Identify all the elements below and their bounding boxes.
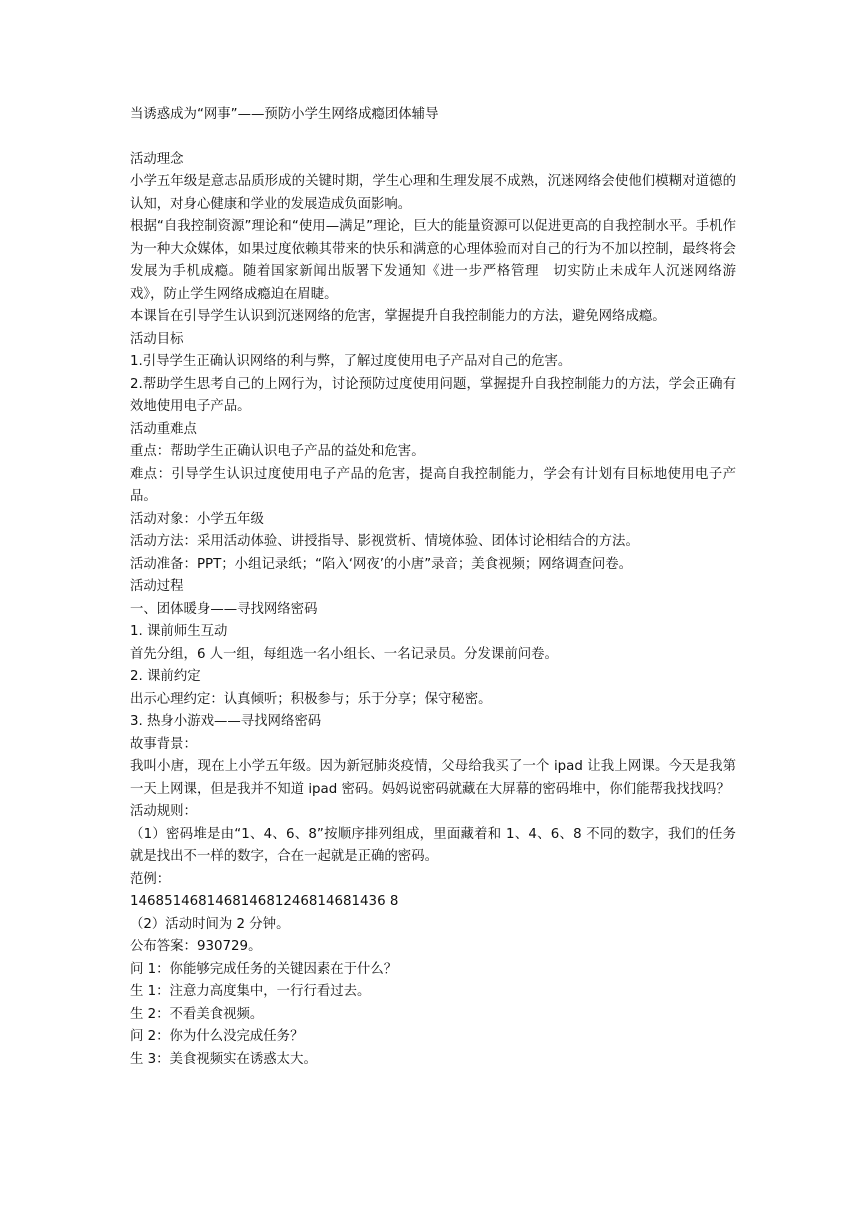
doc-title: 当诱惑成为“网事”——预防小学生网络成瘾团体辅导	[130, 107, 439, 122]
paragraph-step-2-text: 出示心理约定：认真倾听；积极参与；乐于分享；保守秘密。	[130, 691, 492, 707]
paragraph-story: 故事背景：	[130, 736, 197, 752]
paragraph-concept-1: 小学五年级是意志品质形成的关键时期，学生心理和生理发展不成熟，沉迷网络会使他们模糊对道德的认知，对身心健康和学业的发展造成负面影响。	[130, 174, 736, 212]
paragraph-rule-1: （1）密码堆是由“1、4、6、8”按顺序排列组成，里面藏着和 1、4、6、8 不同的数字，我们的任务就是找出不一样的数字，合在一起就是正确的密码。	[130, 826, 736, 864]
paragraph-concept-2: 根据“自我控制资源”理论和“使用—满足”理论，巨大的能量资源可以促进更高的自我控制水平。手机作为一种大众媒体，如果过度依赖其带来的快乐和满意的心理体验而对自己的行为不加以控制，最终将会发展为手机成瘾。随着国家新闻出版署下发通知《进一步严格管理 切实防止未成年人沉迷网络游戏》，防止学生网络成瘾迫在眉睫。	[130, 219, 736, 302]
paragraph-answer-3: 生 3：美食视频实在诱惑太大。	[130, 1051, 317, 1067]
paragraph-step-2: 2. 课前约定	[130, 669, 201, 684]
paragraph-target: 活动对象：小学五年级	[130, 511, 264, 527]
paragraph-example: 范例：	[130, 871, 171, 887]
paragraph-part-1: 一、团体暖身——寻找网络密码	[130, 601, 318, 617]
paragraph-answer: 公布答案：930729。	[130, 939, 262, 954]
heading-goal: 活动目标	[130, 331, 184, 347]
paragraph-method: 活动方法：采用活动体验、讲授指导、影视赏析、情境体验、团体讨论相结合的方法。	[130, 534, 639, 549]
paragraph-rules: 活动规则：	[130, 804, 197, 819]
paragraph-story-text: 我叫小唐，现在上小学五年级。因为新冠肺炎疫情，父母给我买了一个 ipad 让我上网课。今天是我第一天上网课，但是我并不知道 ipad 密码。妈妈说密码就藏在大屏幕的密码堆中，你们能帮我找找吗？	[130, 759, 736, 797]
blank-line	[130, 127, 736, 149]
paragraph-rule-2: （2）活动时间为 2 分钟。	[130, 916, 290, 932]
paragraph-key-2: 难点：引导学生认识过度使用电子产品的危害，提高自我控制能力，学会有计划有目标地使用电子产品。	[130, 466, 736, 504]
heading-concept: 活动理念	[130, 151, 184, 167]
paragraph-key-1: 重点：帮助学生正确认识电子产品的益处和危害。	[130, 444, 425, 459]
paragraph-concept-3: 本课旨在引导学生认识到沉迷网络的危害，掌握提升自我控制能力的方法，避免网络成瘾。	[130, 309, 666, 324]
heading-process: 活动过程	[130, 579, 184, 594]
paragraph-goal-2: 2.帮助学生思考自己的上网行为，讨论预防过度使用问题，掌握提升自我控制能力的方法，学会正确有效地使用电子产品。	[130, 376, 736, 414]
paragraph-answer-2: 生 2：不看美食视频。	[130, 1006, 264, 1022]
paragraph-preparation: 活动准备：PPT；小组记录纸；“陷入‘网夜’的小唐”录音；美食视频；网络调查问卷。	[130, 556, 632, 572]
document-page	[130, 104, 736, 1071]
paragraph-example-code: 146851468146814681246814681436 8	[130, 894, 399, 909]
paragraph-goal-1: 1.引导学生正确认识网络的利与弊，了解过度使用电子产品对自己的危害。	[130, 354, 572, 369]
paragraph-step-1-text: 首先分组，6 人一组，每组选一名小组长、一名记录员。分发课前问卷。	[130, 646, 558, 662]
paragraph-question-1: 问 1：你能够完成任务的关键因素在于什么？	[130, 961, 398, 977]
paragraph-step-3: 3. 热身小游戏——寻找网络密码	[130, 714, 322, 729]
paragraph-question-2: 问 2：你为什么没完成任务？	[130, 1029, 304, 1044]
paragraph-answer-1: 生 1：注意力高度集中，一行行看过去。	[130, 984, 371, 999]
paragraph-step-1: 1. 课前师生互动	[130, 624, 228, 639]
heading-key-points: 活动重难点	[130, 421, 197, 437]
